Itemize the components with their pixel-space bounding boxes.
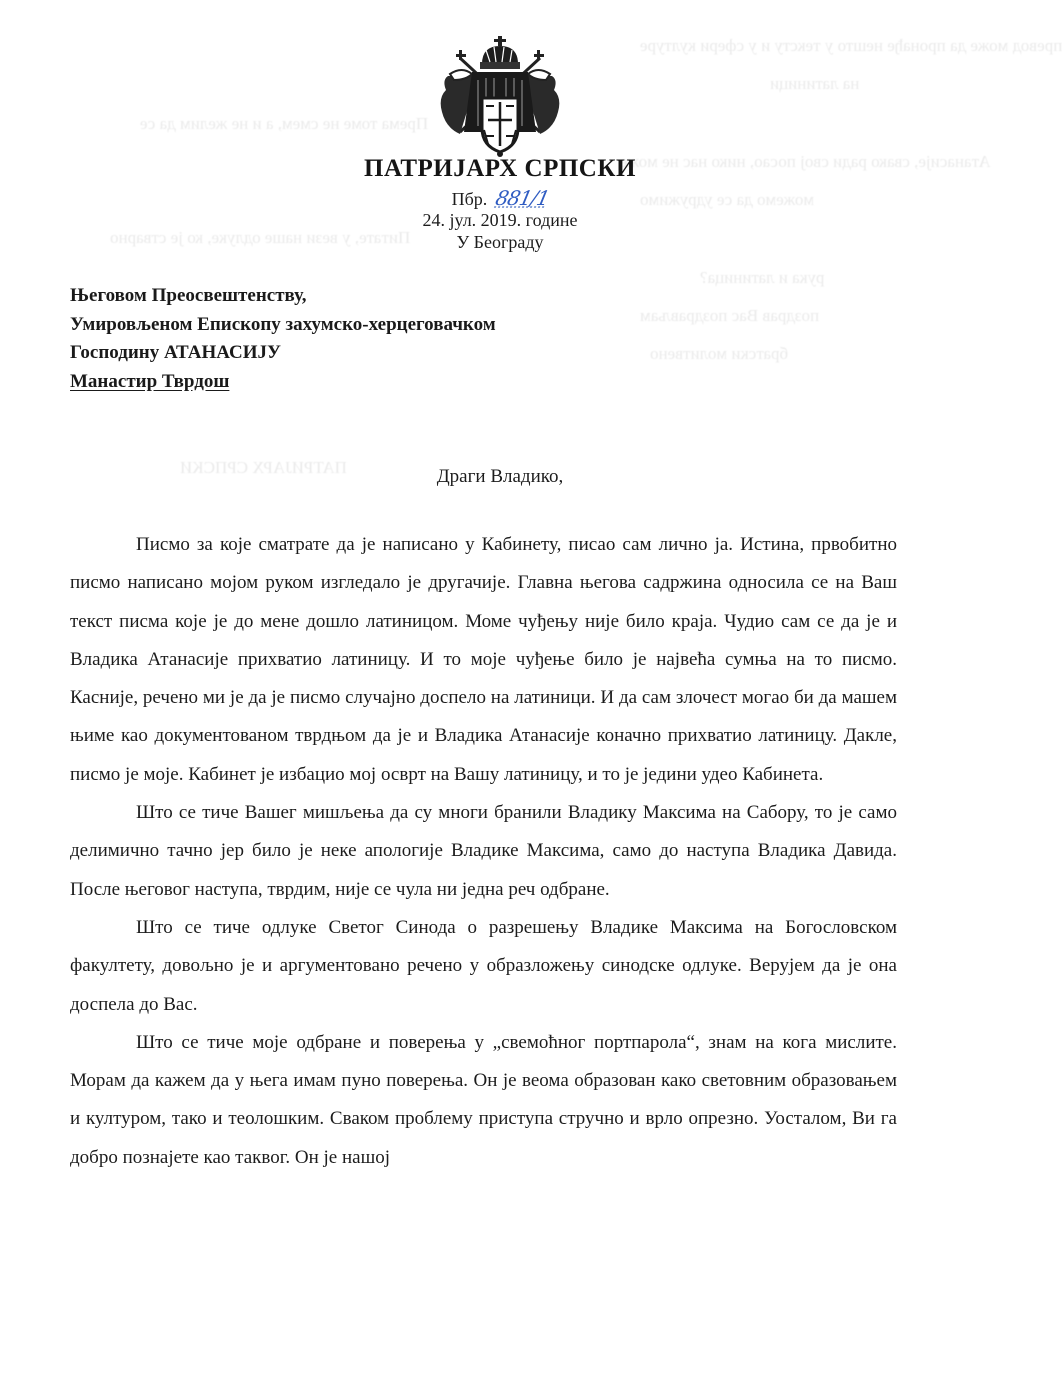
- bleed-through-text: Питате, у вези наше одлуке, ко је стварно: [110, 228, 411, 247]
- letter-date: 24. јул. 2019. године: [422, 210, 578, 230]
- bleed-through-text: превод може да пронађе нешто у тексту и у сфери културе: [640, 36, 1062, 55]
- reference-number-line: [0, 186, 1000, 210]
- recipient-line: Његовом Преосвештенству,: [70, 285, 307, 306]
- recipient-address: [70, 282, 496, 396]
- salutation: Драги Владико,: [436, 466, 564, 487]
- bleed-through-text: на латиници: [770, 74, 860, 93]
- recipient-line: Умировљеном Епископу захумско-херцеговачком: [70, 313, 496, 335]
- body-paragraph: Што се тиче Вашег мишљења да су многи бранили Владику Максима на Сабору, то је само делимично тачно јер било је неке апологије Владике Максима, само до наступа Владика Давида. После његовог наступа, тврдим, није се чула ни једна реч одбране.: [70, 802, 897, 900]
- letter-place: У Београду: [456, 232, 544, 252]
- reference-prefix: Пбр.: [451, 189, 488, 209]
- bleed-through-text: ПАТРИЈАРХ СРПСКИ: [180, 458, 347, 477]
- letterhead-title: ПАТРИЈАРХ СРПСКИ: [364, 155, 636, 182]
- body-paragraph: Писмо за које сматрате да је написано у Кабинету, писао сам лично ја. Истина, првобитно писмо написано мојом руком изгледало је другачије. Главна његова садржина односила се на Ваш текст писма које је до мене дошло латиницом. Моме чуђењу није било краја. Чудио сам се да је и Владика Атанасије прихватио латиницу. И то моје чуђење било је највећа сумња на то писмо. Касније, речено ми је да је писмо случајно доспело на латиници. И да сам злочест могао би да машем њиме као документованом тврдњом да је и Владика Атанасије коначно прихватио латиницу. Дакле, писмо је моје. Кабинет је избацио мој осврт на Вашу латиницу, и то је једини удео Кабинета.: [70, 534, 897, 785]
- bleed-through-text: поздрав Вас поздрављам: [640, 306, 820, 325]
- body-paragraph: Што се тиче моје одбране и поверења у „свемоћног портпарола“, знам на кога мислите. Морам да кажем да у њега имам пуно поверења. Он је веома образован како световним образовањем и културом, тако и теолошким. Сваком проблему приступа стручно и врло опрезно. Уосталом, Ви га добро познајете као таквог. Он је нашој: [70, 1031, 897, 1168]
- recipient-location: Манастир Тврдош: [70, 370, 230, 392]
- bleed-through-text: Атанасије, свако ради свој посао, нико нас не може: [620, 152, 991, 171]
- bleed-through-text: братски молитвено: [650, 344, 789, 363]
- coat-of-arms-icon: [432, 36, 568, 158]
- body-paragraph: Што се тиче одлуке Светог Синода о разрешењу Владике Максима на Богословском факултету, довољно је и аргументовано речено у образложењу синодске одлуке. Верујем да је она доспела до Вас.: [70, 916, 897, 1015]
- recipient-line: Господину АТАНАСИЈУ: [70, 342, 282, 363]
- handwritten-reference-number: 881/1: [493, 186, 551, 210]
- letter-body: [70, 526, 897, 1177]
- bleed-through-text: Према томе не смем, а и не желим да се: [140, 114, 429, 133]
- bleed-through-text: можемо да се удружимо: [640, 190, 815, 209]
- bleed-through-text: рука и латиница?: [700, 268, 825, 287]
